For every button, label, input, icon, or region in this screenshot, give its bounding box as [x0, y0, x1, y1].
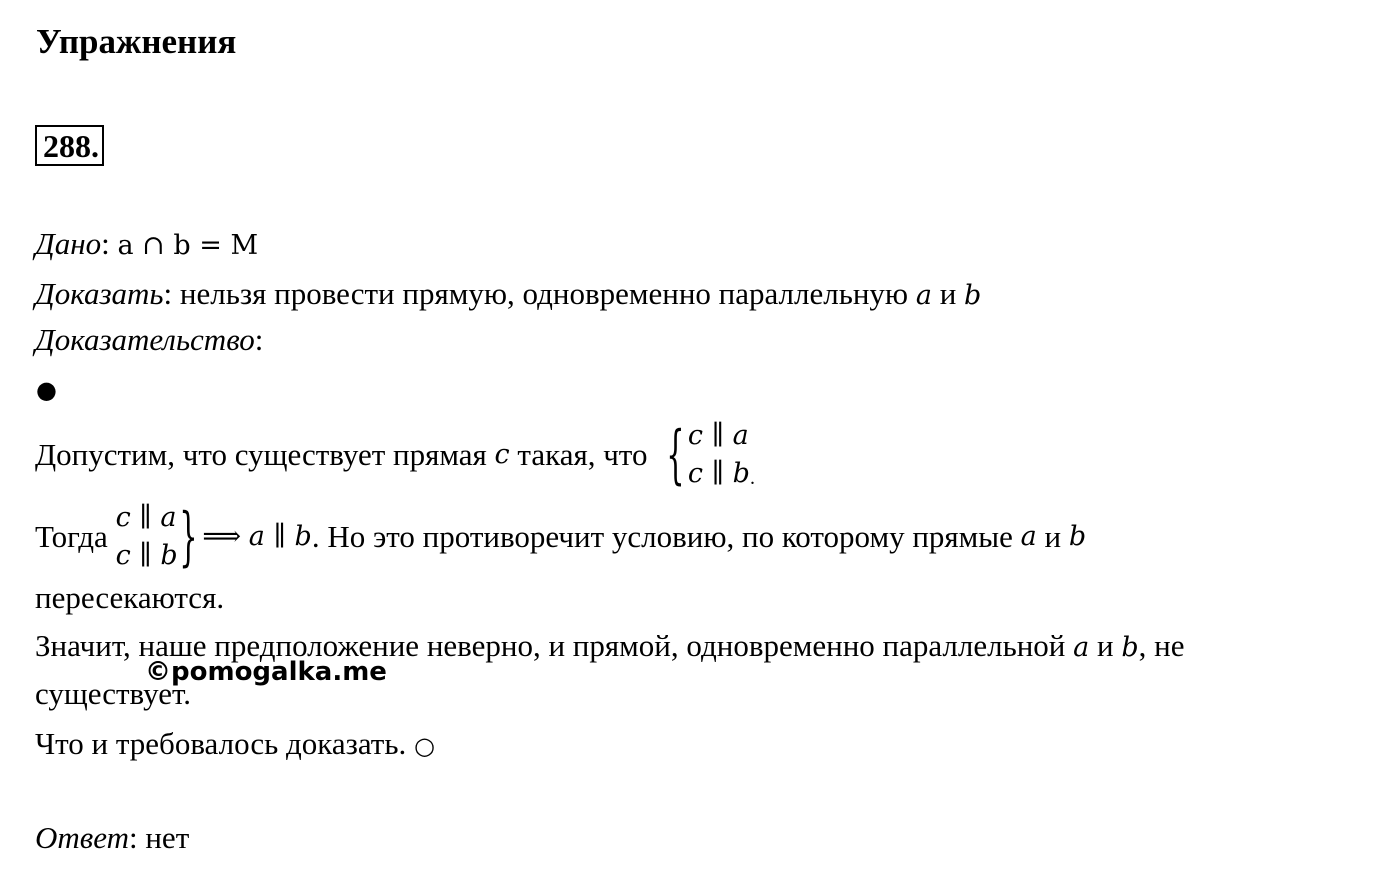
given-label: Дано: [35, 226, 102, 261]
bullet-marker: ●: [36, 376, 57, 404]
system-row-1: c ∥ a: [687, 420, 749, 451]
proof-line-4-text: Значит, наше предположение неверно, и прямой, одновременно параллельной: [35, 628, 1066, 663]
watermark: ©pomogalka.me: [145, 657, 387, 687]
proof-line-2: [35, 498, 1086, 576]
parallel-system: [688, 417, 750, 493]
proof-line-1-text2: такая, что: [517, 437, 648, 472]
proof-line-4-end: , не: [1138, 628, 1185, 663]
proof-line-2-text: . Но это противоречит условию, по которому прямые: [311, 519, 1013, 554]
proof-line-4-b: b: [1121, 632, 1139, 663]
proof-line-1-text: Допустим, что существует прямая: [35, 437, 487, 472]
right-brace: }: [178, 500, 198, 574]
given-line: Дано: a ∩ b = M: [35, 226, 259, 261]
proof-label-line: Доказательство:: [35, 322, 264, 357]
proof-line-2-b: b: [1068, 521, 1087, 552]
prove-var-a: a: [915, 280, 932, 311]
prove-text: нельзя провести прямую, одновременно параллельную: [179, 276, 909, 311]
proof-line-6-text: Что и требовалось доказать.: [35, 726, 407, 761]
given-formula: a ∩ b = M: [117, 230, 259, 261]
problem-number-badge: 288.: [35, 125, 104, 166]
proof-line-2-a: a: [1020, 521, 1037, 552]
answer-line: Ответ: нет: [35, 820, 190, 855]
prove-line: Доказать: нельзя провести прямую, одновременно параллельную a и b: [35, 276, 982, 311]
proof-line-2-start: Тогда: [35, 519, 108, 554]
end-of-proof-icon: ○: [414, 732, 435, 760]
prove-conj: и: [939, 276, 957, 311]
proof-line-5: существует.: [35, 676, 191, 711]
system2-row-1: c ∥ a: [115, 502, 177, 533]
prove-var-b: b: [964, 280, 982, 311]
section-heading: Упражнения: [36, 22, 237, 61]
system-row-2: c ∥ b: [687, 458, 750, 489]
proof-line-1-var: c: [494, 439, 510, 470]
parallel-system-2: [116, 499, 178, 575]
proof-line-2-result: a ∥ b: [248, 521, 312, 552]
proof-line-4-a: a: [1073, 632, 1090, 663]
proof-line-2-conj: и: [1044, 519, 1062, 554]
system2-row-2: c ∥ b: [115, 540, 178, 571]
proof-label: Доказательство: [35, 322, 255, 357]
answer-text: нет: [145, 820, 190, 855]
implies-symbol: ⟹: [202, 521, 242, 552]
proof-line-4-conj: и: [1097, 628, 1114, 663]
proof-line-6: [35, 726, 435, 764]
answer-label: Ответ: [35, 820, 129, 855]
left-brace: {: [666, 418, 685, 492]
proof-line-3: пересекаются.: [35, 580, 225, 615]
proof-line-1: Допустим, что существует прямая c такая, что { c ∥ a c ∥ b .: [35, 418, 755, 492]
prove-label: Доказать: [35, 276, 164, 311]
